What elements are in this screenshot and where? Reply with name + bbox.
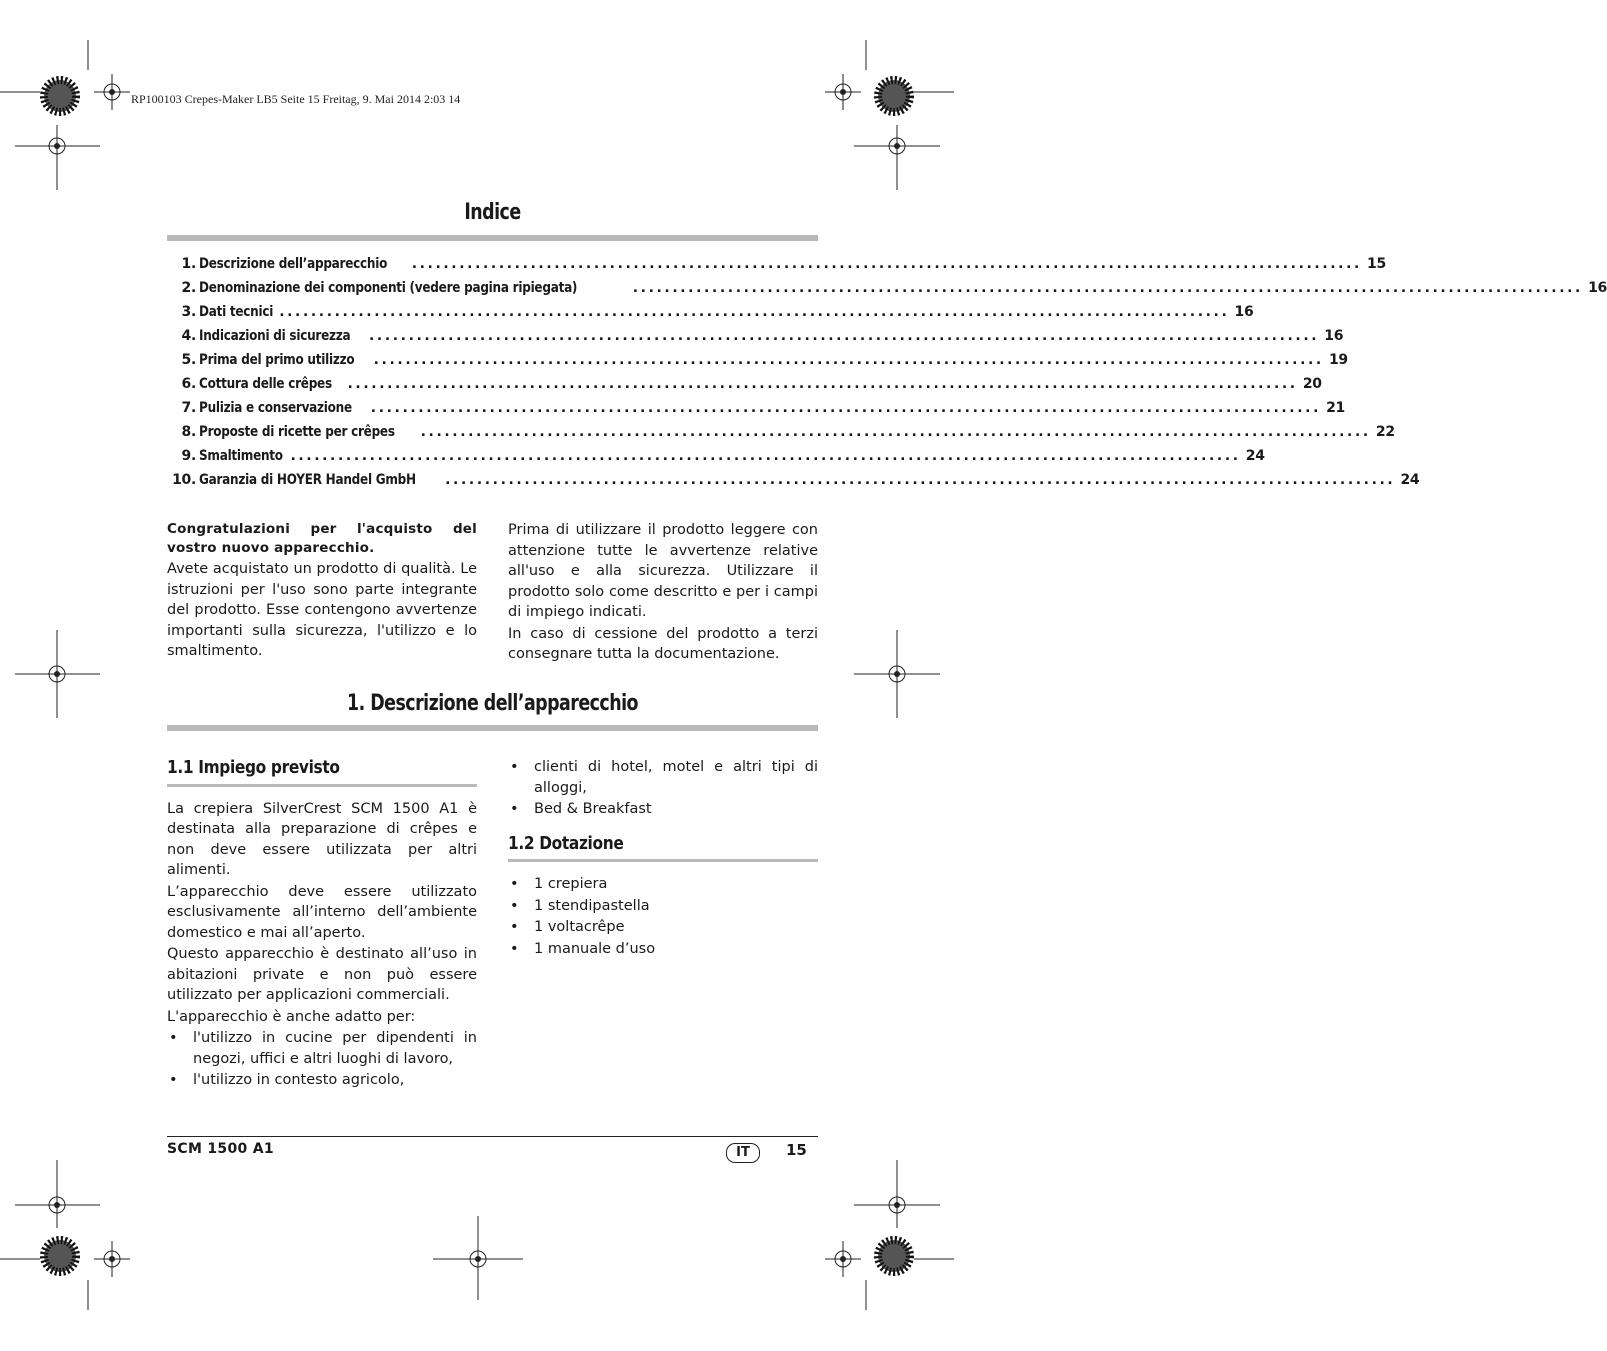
sub1-paragraph-3: Questo apparecchio è destinato all’uso in abitazioni private e non può essere utilizzato per applicazioni commerciali. [167, 946, 477, 1003]
intro-left-column [167, 520, 477, 663]
toc-leader-dots: ........................................................................................................................ [368, 328, 1320, 344]
toc-entry-label: Pulizia e conservazione [199, 400, 352, 416]
sub1-bullets-left [167, 1028, 477, 1091]
list-item: • 1 manuale d’uso [508, 939, 818, 960]
sub1-heading-rule [167, 784, 477, 787]
list-item: • l'utilizzo in cucine per dipendenti in negozi, uffici e altri luoghi di lavoro, [167, 1028, 477, 1069]
toc-entry-label: Denominazione dei componenti (vedere pagina ripiegata) [199, 280, 578, 296]
index-title-rule [167, 235, 818, 241]
toc-entry [167, 376, 1322, 400]
footer-model: SCM 1500 A1 [167, 1141, 274, 1157]
toc-entry [167, 448, 1265, 472]
sub1-bullets-right [508, 757, 818, 820]
section1-title-rule [167, 725, 818, 731]
toc-entry-page: 21 [1326, 400, 1345, 416]
toc-leader-dots: ........................................................................................................................ [373, 352, 1324, 368]
toc-entry-number: 4. [181, 328, 196, 344]
toc-entry-number: 10. [172, 472, 196, 488]
footer-language-badge: IT [726, 1143, 760, 1163]
toc-entry-page: 22 [1375, 424, 1395, 440]
list-item: • 1 stendipastella [508, 896, 818, 917]
sub2-heading-rule [508, 859, 818, 862]
footer-page-number: 15 [786, 1141, 807, 1159]
intro-right-paragraph-1: Prima di utilizzare il prodotto leggere con attenzione tutte le avvertenze relative all'uso e alla sicurezza. Utilizzare il prodotto solo come descritto e per i campi di impiego indicati. [508, 522, 818, 620]
toc-entry-number: 3. [181, 304, 196, 320]
toc-leader-dots: ........................................................................................................................ [290, 448, 1241, 464]
toc-entry-label: Garanzia di HOYER Handel GmbH [199, 472, 416, 488]
toc-entry-label: Smaltimento [199, 448, 283, 464]
toc-leader-dots: ........................................................................................................................ [420, 424, 1371, 440]
list-item: • clienti di hotel, motel e altri tipi di alloggi, [508, 757, 818, 798]
toc-entry-label: Indicazioni di sicurezza [199, 328, 351, 344]
toc-leader-dots: ........................................................................................................................ [445, 472, 1396, 488]
table-of-contents [167, 256, 1607, 496]
toc-entry-page: 16 [1324, 328, 1344, 344]
list-item: • Bed & Breakfast [508, 799, 818, 820]
toc-leader-dots: ........................................................................................................................ [370, 400, 1321, 416]
intro-left-text: Avete acquistato un prodotto di qualità. Le istruzioni per l'uso sono parte integrante del prodotto. Esse contengono avvertenze importanti sulla sicurezza, l'utilizzo e lo smaltimento. [167, 561, 477, 659]
toc-entry [167, 472, 1420, 496]
sub1-paragraph-4: L'apparecchio è anche adatto per: [167, 1008, 416, 1025]
print-header: RP100103 Crepes-Maker LB5 Seite 15 Freitag, 9. Mai 2014 2:03 14 [131, 92, 461, 106]
toc-entry-page: 19 [1328, 352, 1348, 368]
toc-entry-page: 15 [1367, 256, 1386, 272]
toc-entry [167, 352, 1348, 376]
toc-entry-label: Descrizione dell’apparecchio [199, 256, 388, 272]
toc-entry [167, 280, 1607, 304]
toc-entry-page: 24 [1400, 472, 1420, 488]
toc-entry-label: Proposte di ricette per crêpes [199, 424, 395, 440]
section1-right-column [508, 757, 818, 960]
index-title: Indice [464, 200, 521, 225]
intro-heading: Congratulazioni per l'acquisto del vostro nuovo apparecchio. [167, 521, 477, 556]
footer-rule [167, 1136, 818, 1137]
intro-right-column [508, 520, 818, 666]
sub2-items [508, 874, 818, 959]
toc-entry-number: 5. [181, 352, 196, 368]
toc-leader-dots: ........................................................................................................................ [279, 304, 1230, 320]
toc-entry-label: Cottura delle crêpes [199, 376, 332, 392]
intro-right-paragraph-2: In caso di cessione del prodotto a terzi consegnare tutta la documentazione. [508, 625, 818, 662]
section1-title: 1. Descrizione dell’apparecchio [347, 691, 638, 716]
toc-entry-number: 1. [181, 256, 196, 272]
toc-leader-dots: ........................................................................................................................ [347, 376, 1298, 392]
toc-entry-label: Prima del primo utilizzo [199, 352, 355, 368]
toc-leader-dots: ........................................................................................................................ [632, 280, 1583, 296]
toc-entry-number: 2. [181, 280, 196, 296]
toc-entry-page: 24 [1245, 448, 1265, 464]
sub2-heading: 1.2 Dotazione [508, 833, 624, 854]
toc-entry-page: 16 [1588, 280, 1607, 296]
sub1-heading: 1.1 Impiego previsto [167, 758, 340, 778]
toc-entry [167, 424, 1395, 448]
toc-entry-number: 6. [181, 376, 196, 392]
sub1-paragraph-2: L’apparecchio deve essere utilizzato esclusivamente all’interno dell’ambiente domestico e mai all’aperto. [167, 883, 477, 941]
toc-leader-dots: ........................................................................................................................ [411, 256, 1362, 272]
toc-entry-number: 7. [181, 400, 196, 416]
section1-left-column [167, 758, 477, 1092]
sub1-paragraph-1: La crepiera SilverCrest SCM 1500 A1 è destinata alla preparazione di crêpes e non deve essere utilizzata per altri alimenti. [167, 800, 477, 878]
toc-entry-page: 20 [1302, 376, 1322, 392]
toc-entry-number: 8. [181, 424, 196, 440]
toc-entry-label: Dati tecnici [199, 304, 274, 320]
toc-entry-number: 9. [181, 448, 196, 464]
list-item: • 1 crepiera [508, 874, 818, 895]
toc-entry-page: 16 [1234, 304, 1254, 320]
toc-entry [167, 304, 1254, 328]
toc-entry [167, 328, 1344, 352]
list-item: • l'utilizzo in contesto agricolo, [167, 1070, 477, 1091]
toc-entry [167, 256, 1386, 280]
list-item: • 1 voltacrêpe [508, 917, 818, 938]
toc-entry [167, 400, 1345, 424]
